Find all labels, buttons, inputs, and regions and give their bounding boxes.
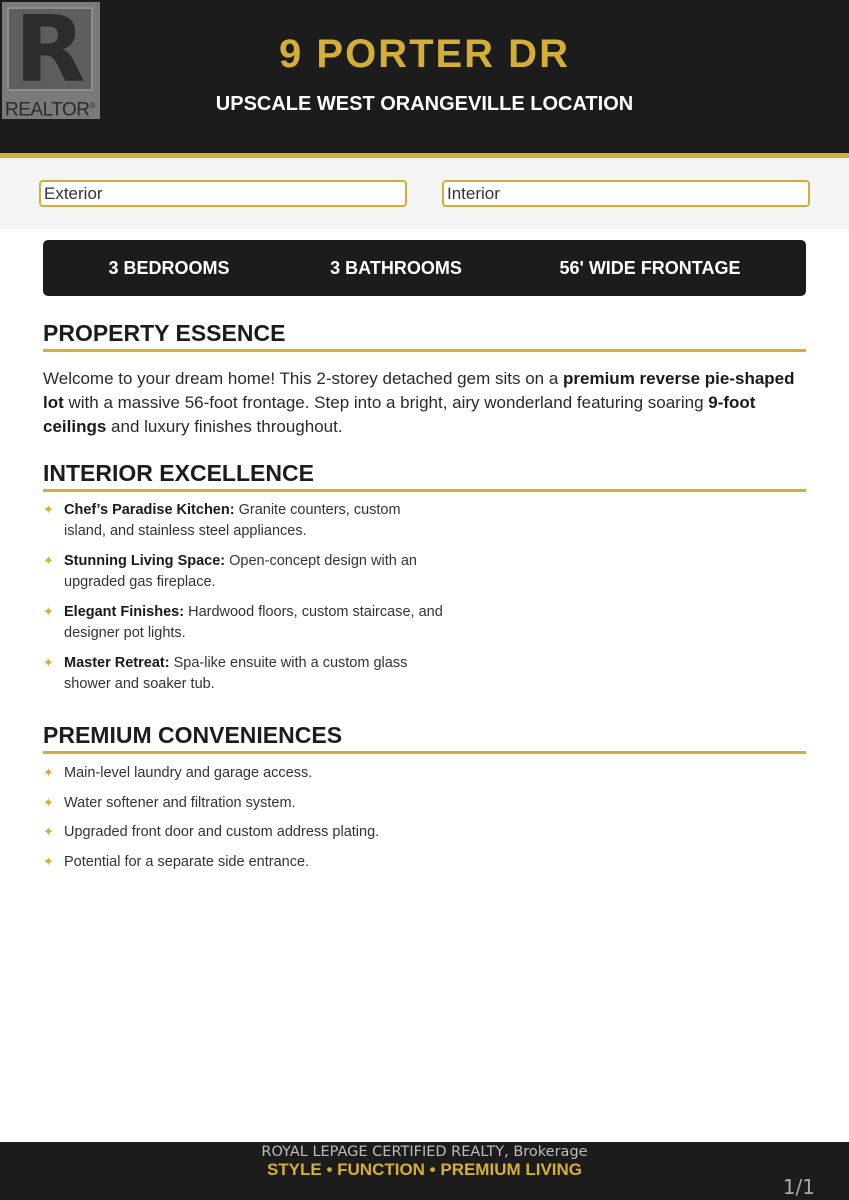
feature-label: Stunning Living Space: bbox=[64, 553, 226, 569]
essence-text-3: and luxury finishes throughout. bbox=[106, 417, 343, 436]
stat-bedrooms: 3 BEDROOMS bbox=[108, 258, 230, 278]
property-address-title: 9 PORTER DR bbox=[279, 32, 570, 76]
list-item bbox=[43, 602, 443, 644]
footer-tagline: STYLE • FUNCTION • PREMIUM LIVING bbox=[266, 1160, 583, 1179]
property-essence-paragraph bbox=[43, 367, 809, 439]
list-item bbox=[43, 551, 443, 593]
star-bullet-icon: ✦ bbox=[43, 795, 54, 811]
page-indicator: 1/1 bbox=[782, 1175, 815, 1199]
conveniences-list bbox=[43, 763, 643, 873]
realtor-logo-text bbox=[5, 95, 97, 121]
brokerage-name: ROYAL LEPAGE CERTIFIED REALTY, Brokerage bbox=[261, 1144, 588, 1160]
star-bullet-icon: ✦ bbox=[43, 554, 54, 569]
essence-bold-ceilings: 9-foot ceilings bbox=[43, 393, 756, 436]
property-subtitle: UPSCALE WEST ORANGEVILLE LOCATION bbox=[215, 93, 634, 115]
star-bullet-icon: ✦ bbox=[43, 656, 54, 671]
convenience-text: Main-level laundry and garage access. bbox=[64, 765, 313, 781]
star-bullet-icon: ✦ bbox=[43, 605, 54, 620]
registered-mark: ® bbox=[89, 101, 95, 110]
premium-conveniences-heading: PREMIUM CONVENIENCES bbox=[43, 720, 806, 754]
stat-frontage: 56' WIDE FRONTAGE bbox=[559, 258, 741, 278]
feature-label: Master Retreat: bbox=[64, 655, 170, 671]
star-bullet-icon: ✦ bbox=[43, 825, 54, 840]
feature-label: Elegant Finishes: bbox=[64, 604, 185, 620]
realtor-logo bbox=[2, 2, 100, 119]
star-bullet-icon: ✦ bbox=[43, 854, 54, 870]
list-item bbox=[43, 852, 643, 873]
essence-text-2: with a massive 56-foot frontage. Step into a bright, airy wonderland featuring soaring bbox=[63, 393, 709, 412]
key-stats-bar bbox=[43, 240, 806, 296]
star-bullet-icon: ✦ bbox=[43, 503, 54, 518]
interior-photo[interactable]: Interior bbox=[442, 180, 810, 207]
convenience-text: Upgraded front door and custom address plating. bbox=[64, 824, 380, 840]
convenience-text: Water softener and filtration system. bbox=[64, 794, 296, 811]
convenience-text: Potential for a separate side entrance. bbox=[64, 853, 310, 870]
interior-excellence-heading: INTERIOR EXCELLENCE bbox=[43, 458, 806, 492]
feature-text: Granite counters, custom island, and stainless steel appliances. bbox=[64, 502, 401, 539]
star-bullet-icon: ✦ bbox=[43, 766, 54, 781]
stat-bathrooms: 3 BATHROOMS bbox=[330, 258, 462, 278]
essence-text-1: Welcome to your dream home! This 2-storey detached gem sits on a bbox=[43, 369, 564, 388]
property-essence-heading: PROPERTY ESSENCE bbox=[43, 318, 806, 352]
list-item bbox=[43, 763, 643, 784]
interior-features-list bbox=[43, 500, 443, 695]
feature-text: Hardwood floors, custom staircase, and designer pot lights. bbox=[64, 604, 443, 641]
list-item bbox=[43, 653, 443, 695]
realtor-logo-box bbox=[7, 0, 93, 103]
realtor-logo-word: REALTOR bbox=[5, 99, 90, 121]
exterior-photo[interactable]: Exterior bbox=[39, 180, 407, 207]
feature-text: Spa-like ensuite with a custom glass shower and soaker tub. bbox=[64, 655, 408, 692]
feature-text: Open-concept design with an upgraded gas fireplace. bbox=[64, 553, 417, 590]
list-item bbox=[43, 793, 643, 814]
list-item bbox=[43, 822, 643, 843]
essence-bold-lot: premium reverse pie-shaped lot bbox=[43, 369, 795, 412]
feature-label: Chef’s Paradise Kitchen: bbox=[64, 502, 235, 518]
realtor-logo-letter: R bbox=[14, 0, 86, 103]
list-item bbox=[43, 500, 443, 542]
